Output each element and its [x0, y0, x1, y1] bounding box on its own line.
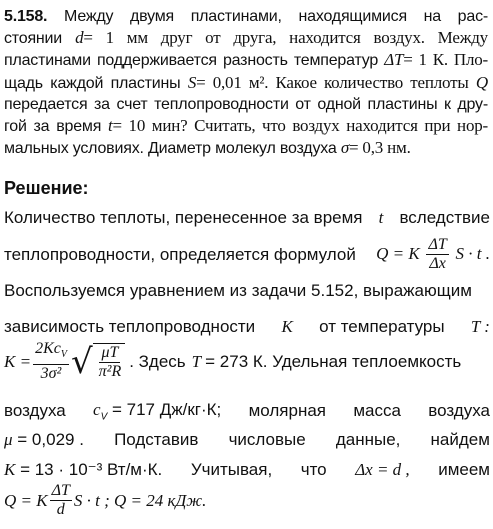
problem-line-1 — [4, 6, 488, 27]
formula-part: Δx = d , — [355, 460, 410, 479]
fraction-numerator: $2Kc_V$ — [33, 340, 69, 365]
solution-text: данные, — [335, 430, 401, 449]
fraction — [50, 482, 72, 519]
math-symbol: t — [378, 208, 384, 227]
math-symbol: K — [281, 317, 293, 336]
problem-text: Между двумя пластинами, находящимися на рас- — [64, 8, 489, 25]
solution-text: = 717 Дж/кг·К; — [112, 400, 222, 419]
solution-text: Количество теплоты, перенесенное за время — [4, 208, 363, 227]
fraction-numerator: μT — [101, 343, 119, 361]
solution-line-4 — [4, 317, 490, 337]
solution-text: = 273 К. Удельная теплоемкость — [205, 351, 462, 371]
fraction-numerator: ΔT — [428, 236, 447, 253]
problem-line-5 — [4, 94, 488, 115]
solution-line-2 — [4, 236, 490, 273]
fraction-denominator: 3σ² — [40, 365, 62, 383]
problem-text: мальных условиях. Диаметр молекул воздуха — [4, 140, 337, 158]
problem-text: = 10 мин? Считать, что воздух находится при нор- — [112, 116, 488, 136]
solution-line-1 — [4, 208, 490, 228]
solution-line-5 — [4, 340, 490, 383]
fraction — [97, 344, 124, 381]
math-symbol: T : — [470, 317, 490, 336]
formula-part: Q = K — [4, 490, 48, 510]
solution-text: . Здесь — [129, 351, 186, 371]
solution-text: масса — [353, 401, 401, 421]
math-symbol: d — [75, 28, 84, 48]
math-symbol: Q — [475, 72, 488, 92]
math-symbol: t — [108, 116, 113, 136]
math-symbol: S — [187, 72, 197, 92]
solution-text: воздуха — [4, 401, 66, 421]
solution-text: что — [300, 460, 327, 479]
radicand — [93, 343, 126, 381]
solution-text: числовые — [228, 430, 306, 449]
solution-text: Учитывая, — [190, 460, 273, 479]
problem-text: передается за счет теплопроводности от одной пластины к дру- — [4, 95, 488, 113]
heat-formula — [376, 236, 490, 273]
formula-part: S · t ; Q = 24 кДж. — [73, 490, 207, 510]
solution-heading: Решение: — [4, 178, 89, 198]
problem-text: = 1 мм друг от друга, находится воздух. Между — [83, 28, 488, 48]
solution-line-3 — [4, 281, 490, 301]
problem-line-2 — [4, 27, 488, 49]
problem-line-6 — [4, 115, 488, 137]
math-symbol: μ — [4, 430, 13, 449]
solution-text: Воспользуемся уравнением из задачи 5.152, выражающим — [4, 281, 472, 300]
radical-sign-icon: √ — [70, 341, 93, 382]
math-symbol: T — [191, 351, 202, 371]
math-symbol: ΔT — [384, 50, 404, 70]
solution-text: Подставив — [114, 430, 199, 449]
problem-statement — [4, 6, 488, 159]
solution-text: молярная — [248, 401, 327, 421]
formula-part: Q = K — [376, 243, 420, 263]
problem-line-3 — [4, 49, 488, 71]
solution-text: воздуха — [428, 401, 490, 421]
problem-text: щадь каждой пластины — [4, 74, 181, 92]
problem-line-7 — [4, 137, 488, 159]
solution-text: теплопроводности, определяется формулой — [4, 244, 356, 264]
square-root — [71, 343, 125, 381]
problem-text: = 0,01 м². Какое количество теплоты — [196, 72, 469, 92]
fraction-numerator: ΔT — [51, 482, 70, 499]
solution-text: найдем — [430, 430, 490, 449]
formula-part: K = — [4, 351, 32, 371]
problem-text: = 1 К. Пло- — [403, 50, 488, 70]
math-symbol: K — [4, 460, 16, 479]
math-symbol: c — [93, 400, 101, 419]
solution-text: = 13 · 10⁻³ Вт/м·К. — [20, 460, 163, 479]
numerator-text: 2Kc — [35, 340, 61, 357]
solution-text: имеем — [438, 460, 490, 479]
solution-line-8 — [4, 460, 490, 480]
fraction — [33, 340, 69, 383]
fraction-denominator: π²R — [98, 362, 122, 380]
formula-part: S · t . — [455, 243, 490, 263]
fraction-denominator: d — [56, 501, 65, 518]
solution-text: = 0,029 . — [17, 430, 84, 449]
problem-text: пластинами поддерживается разность температур — [4, 52, 379, 70]
problem-number: 5.158. — [4, 8, 48, 25]
math-symbol: σ — [340, 138, 349, 158]
solution-line-9 — [4, 482, 490, 519]
solution-line-6: воздуха $c_V = 717$ Дж/кг·К; молярная масса воздуха — [4, 400, 490, 423]
solution-text: вследствие — [399, 208, 490, 227]
problem-text: гой за время — [4, 118, 102, 136]
problem-text: = 0,3 нм. — [349, 138, 411, 158]
problem-text: стоянии — [4, 30, 63, 48]
fraction — [426, 236, 448, 273]
problem-line-4 — [4, 72, 488, 94]
solution-line-7 — [4, 430, 490, 450]
solution-text: от температуры — [319, 317, 445, 336]
solution-text: зависимость теплопроводности — [4, 317, 256, 336]
fraction-denominator: Δx — [429, 255, 446, 272]
